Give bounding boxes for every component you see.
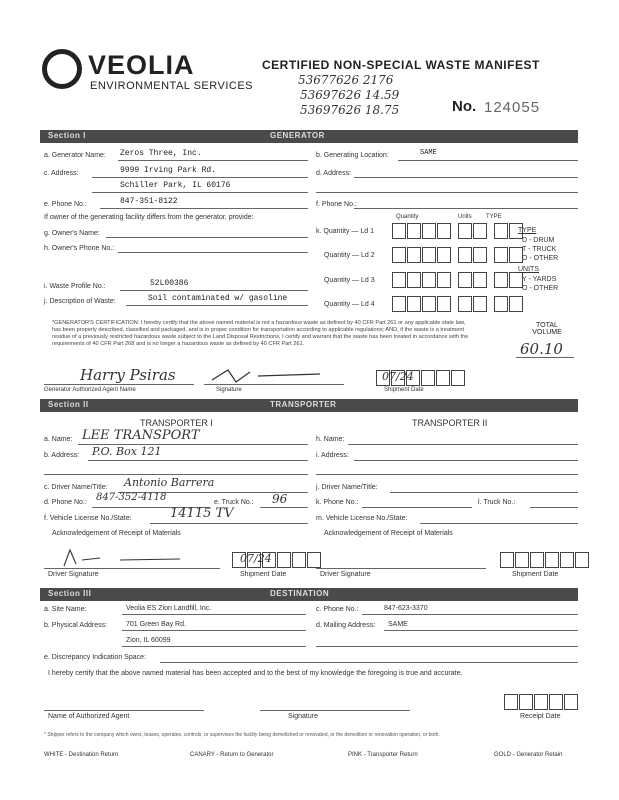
section-2-label: Section II — [48, 400, 89, 409]
generator-agent-name[interactable]: Harry Psiras — [80, 366, 176, 384]
copy-white: WHITE - Destination Return — [44, 752, 119, 758]
waste-description-label: j. Description of Waste: — [44, 298, 116, 305]
t1-shipment-date-label: Shipment Date — [240, 571, 287, 578]
section-1-label: Section I — [48, 131, 86, 140]
destination-agent-label: Name of Authorized Agent — [48, 713, 130, 720]
quantity-ld4-label: Quantity — Ld 4 — [324, 301, 375, 308]
t1-driver-value[interactable]: Antonio Barrera — [124, 476, 215, 489]
t2-phone-label: k. Phone No.: — [316, 499, 359, 506]
waste-description-value[interactable]: Soil contaminated w/ gasoline — [148, 294, 288, 303]
mailing-address-label: d. Mailing Address: — [316, 622, 376, 629]
units-legend-yards: Y - YARDS — [522, 276, 557, 283]
quantity-ld2-boxes[interactable] — [392, 247, 524, 263]
quantity-ld1-boxes[interactable] — [392, 223, 524, 239]
section-1-band — [40, 130, 578, 143]
copy-gold: GOLD - Generator Retain — [494, 752, 563, 758]
type-legend-title: TYPE — [518, 227, 537, 234]
t1-truck-label: e. Truck No.: — [214, 499, 254, 506]
location-address-label: d. Address: — [316, 170, 352, 177]
generating-location-label: b. Generating Location: — [316, 152, 389, 159]
generator-address-label: c. Address: — [44, 170, 79, 177]
quantity-ld3-label: Quantity — Ld 3 — [324, 277, 375, 284]
physical-address-line1[interactable]: 701 Green Bay Rd. — [126, 621, 186, 628]
generator-certification: *GENERATOR'S CERTIFICATION: I hereby certify that the above named material is not a hazardous waste as defined by 40 CFR Part 261 or any applicable state law, has been properly described, classified and packaged, and is in proper condition for transportation according to applicable regulations; AND, if the waste is a treatment residue of a previously restricted hazardous waste subject to the Land Disposal Restrictions, I certify and warrant that the waste has been treated in accordance with the requirements of 40 CFR Part 268 and is no longer a hazardous waste as defined by 40 CFR Part 261. — [52, 320, 469, 347]
t2-name-label: h. Name: — [316, 436, 345, 443]
t2-driver-label: j. Driver Name/Title: — [316, 484, 378, 491]
type-legend-other: O - OTHER — [522, 255, 559, 262]
receipt-date-label: Receipt Date — [520, 713, 561, 720]
total-volume-label: TOTAL VOLUME — [532, 322, 562, 336]
owner-phone-label: h. Owner's Phone No.: — [44, 245, 115, 252]
t1-shipment-date-value: 07/24 — [240, 552, 272, 565]
t1-address-label: b. Address: — [44, 452, 80, 459]
waste-profile-value[interactable]: 52L00386 — [150, 279, 189, 288]
t1-truck-value[interactable]: 96 — [272, 492, 288, 506]
owner-note: If owner of the generating facility differs from the generator, provide: — [44, 214, 254, 221]
site-name-value[interactable]: Veolia ES Zion Landfill, Inc. — [126, 605, 212, 612]
t1-driver-label: c. Driver Name/Title: — [44, 484, 108, 491]
quantity-ld1-label: k. Quantity — Ld 1 — [316, 228, 374, 235]
t2-truck-label: l. Truck No.: — [478, 499, 516, 506]
generator-address-line1[interactable]: 9999 Irving Park Rd. — [120, 166, 217, 175]
section-1-title: GENERATOR — [270, 131, 325, 140]
generator-phone-value[interactable]: 847-351-8122 — [120, 197, 178, 206]
form-title: CERTIFIED NON-SPECIAL WASTE MANIFEST — [262, 58, 540, 72]
quantity-ld3-boxes[interactable] — [392, 272, 524, 288]
t2-shipment-date-boxes[interactable] — [500, 552, 590, 568]
generator-address-line2[interactable]: Schiller Park, IL 60176 — [120, 181, 231, 190]
waste-profile-label: i. Waste Profile No.: — [44, 283, 106, 290]
brand-subtitle: ENVIRONMENTAL SERVICES — [90, 80, 253, 92]
t2-license-label: m. Vehicle License No./State: — [316, 515, 408, 522]
type-legend-drum: D - DRUM — [522, 237, 555, 244]
section-2-band — [40, 399, 578, 412]
veolia-logo-icon — [42, 49, 82, 89]
copy-canary: CANARY - Return to Generator — [190, 752, 274, 758]
generator-agent-label: Generator Authorized Agent Name — [44, 387, 136, 393]
physical-address-line2[interactable]: Zion, IL 60099 — [126, 637, 171, 644]
t1-license-label: f. Vehicle License No./State: — [44, 515, 132, 522]
generator-phone-label: e. Phone No.: — [44, 201, 87, 208]
t2-shipment-date-label: Shipment Date — [512, 571, 559, 578]
t1-driver-signature-scribble — [60, 548, 190, 568]
generator-name-value[interactable]: Zeros Three, Inc. — [120, 149, 202, 158]
transporter-1-title: TRANSPORTER I — [140, 418, 213, 428]
hand-note-2: 53697626 14.59 — [300, 88, 400, 102]
generating-location-value[interactable]: SAME — [420, 149, 437, 157]
transporter-2-title: TRANSPORTER II — [412, 418, 488, 428]
section-3-band — [40, 588, 578, 601]
generator-shipment-date-value: 07/24 — [382, 370, 414, 383]
generator-signature-scribble — [210, 366, 330, 384]
generator-name-label: a. Generator Name: — [44, 152, 106, 159]
type-legend-truck: T - TRUCK — [522, 246, 557, 253]
total-volume-value[interactable]: 60.10 — [520, 340, 563, 358]
mailing-address-value[interactable]: SAME — [388, 621, 408, 628]
t1-name-label: a. Name: — [44, 436, 73, 443]
owner-name-label: g. Owner's Name: — [44, 230, 100, 237]
t2-driver-signature-label: Driver Signature — [320, 571, 371, 578]
t1-phone-value[interactable]: 847-352-4118 — [96, 492, 167, 503]
site-phone-label: c. Phone No.: — [316, 606, 359, 613]
t1-ack-label: Acknowledgement of Receipt of Materials — [52, 530, 181, 537]
t2-address-label: i. Address: — [316, 452, 349, 459]
units-legend-other: O - OTHER — [522, 285, 559, 292]
units-legend-title: UNITS — [518, 266, 539, 273]
destination-certification: I hereby certify that the above named material has been accepted and to the best of my knowledge the foregoing is true and accurate. — [48, 670, 463, 677]
t1-address-value[interactable]: P.O. Box 121 — [92, 445, 162, 458]
hand-note-1: 53677626 2176 — [298, 73, 394, 87]
t1-phone-label: d. Phone No.: — [44, 499, 87, 506]
destination-signature-label: Signature — [288, 713, 318, 720]
manifest-no-label: No. — [452, 98, 477, 115]
generator-signature-label: Signature — [216, 387, 242, 393]
brand-name: VEOLIA — [88, 50, 195, 80]
receipt-date-boxes[interactable] — [504, 694, 579, 710]
generator-date-label: Shipment Date — [384, 387, 424, 393]
section-2-title: TRANSPORTER — [270, 400, 337, 409]
manifest-no-value: 124055 — [484, 99, 541, 116]
t1-driver-signature-label: Driver Signature — [48, 571, 99, 578]
qty-col-quantity: Quantity — [396, 214, 419, 220]
t1-license-value[interactable]: 14115 TV — [170, 506, 234, 521]
location-phone-label: f. Phone No.: — [316, 201, 357, 208]
qty-col-type: TYPE — [486, 214, 502, 220]
copy-pink: PINK - Transporter Return — [348, 752, 418, 758]
hand-note-3: 53697626 18.75 — [300, 103, 400, 117]
section-3-label: Section III — [48, 589, 92, 598]
physical-address-label: b. Physical Address: — [44, 622, 108, 629]
site-name-label: a. Site Name: — [44, 606, 87, 613]
qty-col-units: Units — [458, 214, 472, 220]
t1-name-value[interactable]: LEE TRANSPORT — [82, 428, 200, 443]
t2-ack-label: Acknowledgement of Receipt of Materials — [324, 530, 453, 537]
discrepancy-label: e. Discrepancy Indication Space: — [44, 654, 146, 661]
quantity-ld4-boxes[interactable] — [392, 296, 524, 312]
shipper-footnote: * Shipper refers to the company which owns, leases, operates, controls, or supervises the facility being demolished or renovated, or the demolition or renovation operation, or both. — [44, 732, 440, 738]
section-3-title: DESTINATION — [270, 589, 330, 598]
quantity-ld2-label: Quantity — Ld 2 — [324, 252, 375, 259]
site-phone-value[interactable]: 847-623-3370 — [384, 605, 428, 612]
